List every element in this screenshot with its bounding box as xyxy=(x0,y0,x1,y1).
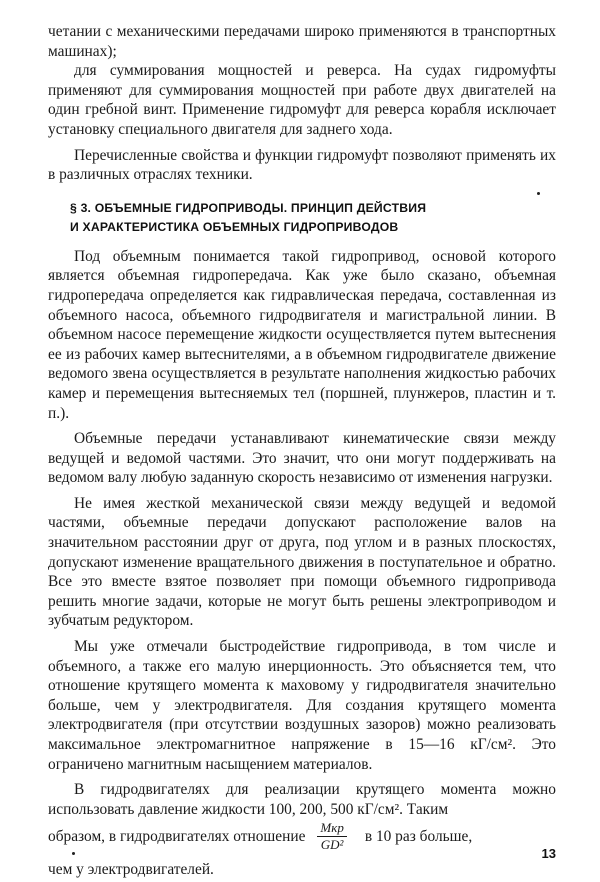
fraction-numerator: Mкр xyxy=(317,821,346,837)
print-speck xyxy=(72,852,75,855)
paragraph-5: Объемные передачи устанавливают кинематические связи между ведущей и ведомой частями. Это значит, что они могут поддерживать на ведомом валу любую заданную скорость независимо от изменения нагрузки. xyxy=(48,430,556,487)
paragraph-8: В гидродвигателях для реализации крутящего момента можно использовать давление жидкости 100, 200, 500 кГ/см². Таким xyxy=(48,781,556,818)
paragraph-1: четании с механическими передачами широко применяются в транспортных машинах); xyxy=(48,23,556,60)
formula-text-after: в 10 раз больше, xyxy=(364,828,473,846)
section-heading xyxy=(70,199,556,237)
print-speck xyxy=(537,192,540,195)
page-body xyxy=(48,22,556,880)
section-heading-line-2: И ХАРАКТЕРИСТИКА ОБЪЕМНЫХ ГИДРОПРИВОДОВ xyxy=(70,219,399,234)
torque-ratio-fraction xyxy=(317,821,346,852)
paragraph-2: для суммирования мощностей и реверса. На судах гидромуфты применяют для суммирования мощностей при работе двух двигателей на один гребной винт. Применение гидромуфт для реверса корабля исключает установку специального двигателя для заднего хода. xyxy=(48,62,556,138)
paragraph-4: Под объемным понимается такой гидропривод, основой которого является объемная гидропередача. Как уже было сказано, объемная гидропередача определяется как гидравлическая передача, составленная из объемного насоса, объемного гидродвигателя и магистральной линии. В объемном насосе перемещение жидкости осуществляется путем вытеснения ее из рабочих камер вытеснителями, а в объемном гидродвигателе движение ведомого звена осуществляется в результате наполнения жидкостью рабочих камер и перемещения вытесняемых тел (поршней, плунжеров, пластин и т. п.). xyxy=(48,247,556,422)
page-number: 13 xyxy=(541,846,556,861)
fraction-denominator: GD² xyxy=(320,837,344,853)
section-heading-line-1: § 3. ОБЪЕМНЫЕ ГИДРОПРИВОДЫ. ПРИНЦИП ДЕЙСТВИЯ xyxy=(70,200,427,215)
paragraph-8-end: чем у электродвигателей. xyxy=(48,861,214,879)
paragraph-7: Мы уже отмечали быстродействие гидропривода, в том числе и объемного, а также его малую инерционность. Это объясняется тем, что отношение крутящего момента к маховому у гидродвигателя значительно больше, чем у электродвигателя. Для создания крутящего момента электродвигателя (при отсутствии воздушных зазоров) можно реализовать максимальное электромагнитное напряжение в 15—16 кГ/см². Это ограничено магнитным насыщением материалов. xyxy=(48,638,556,773)
paragraph-3: Перечисленные свойства и функции гидромуфт позволяют применять их в различных отраслях техники. xyxy=(48,146,556,184)
formula-text-before: образом, в гидродвигателях отношение xyxy=(48,828,306,846)
formula-line xyxy=(48,821,556,852)
paragraph-6: Не имея жесткой механической связи между ведущей и ведомой частями, объемные передачи допускают расположение валов на значительном расстоянии друг от друга, под углом и в разных плоскостях, допускают изменение вращательного движения в поступательное и обратно. Все это вместе взятое позволяет при помощи объемного гидропривода решить многие задачи, которые не могут быть решены электроприводом и зубчатым редуктором. xyxy=(48,494,556,630)
